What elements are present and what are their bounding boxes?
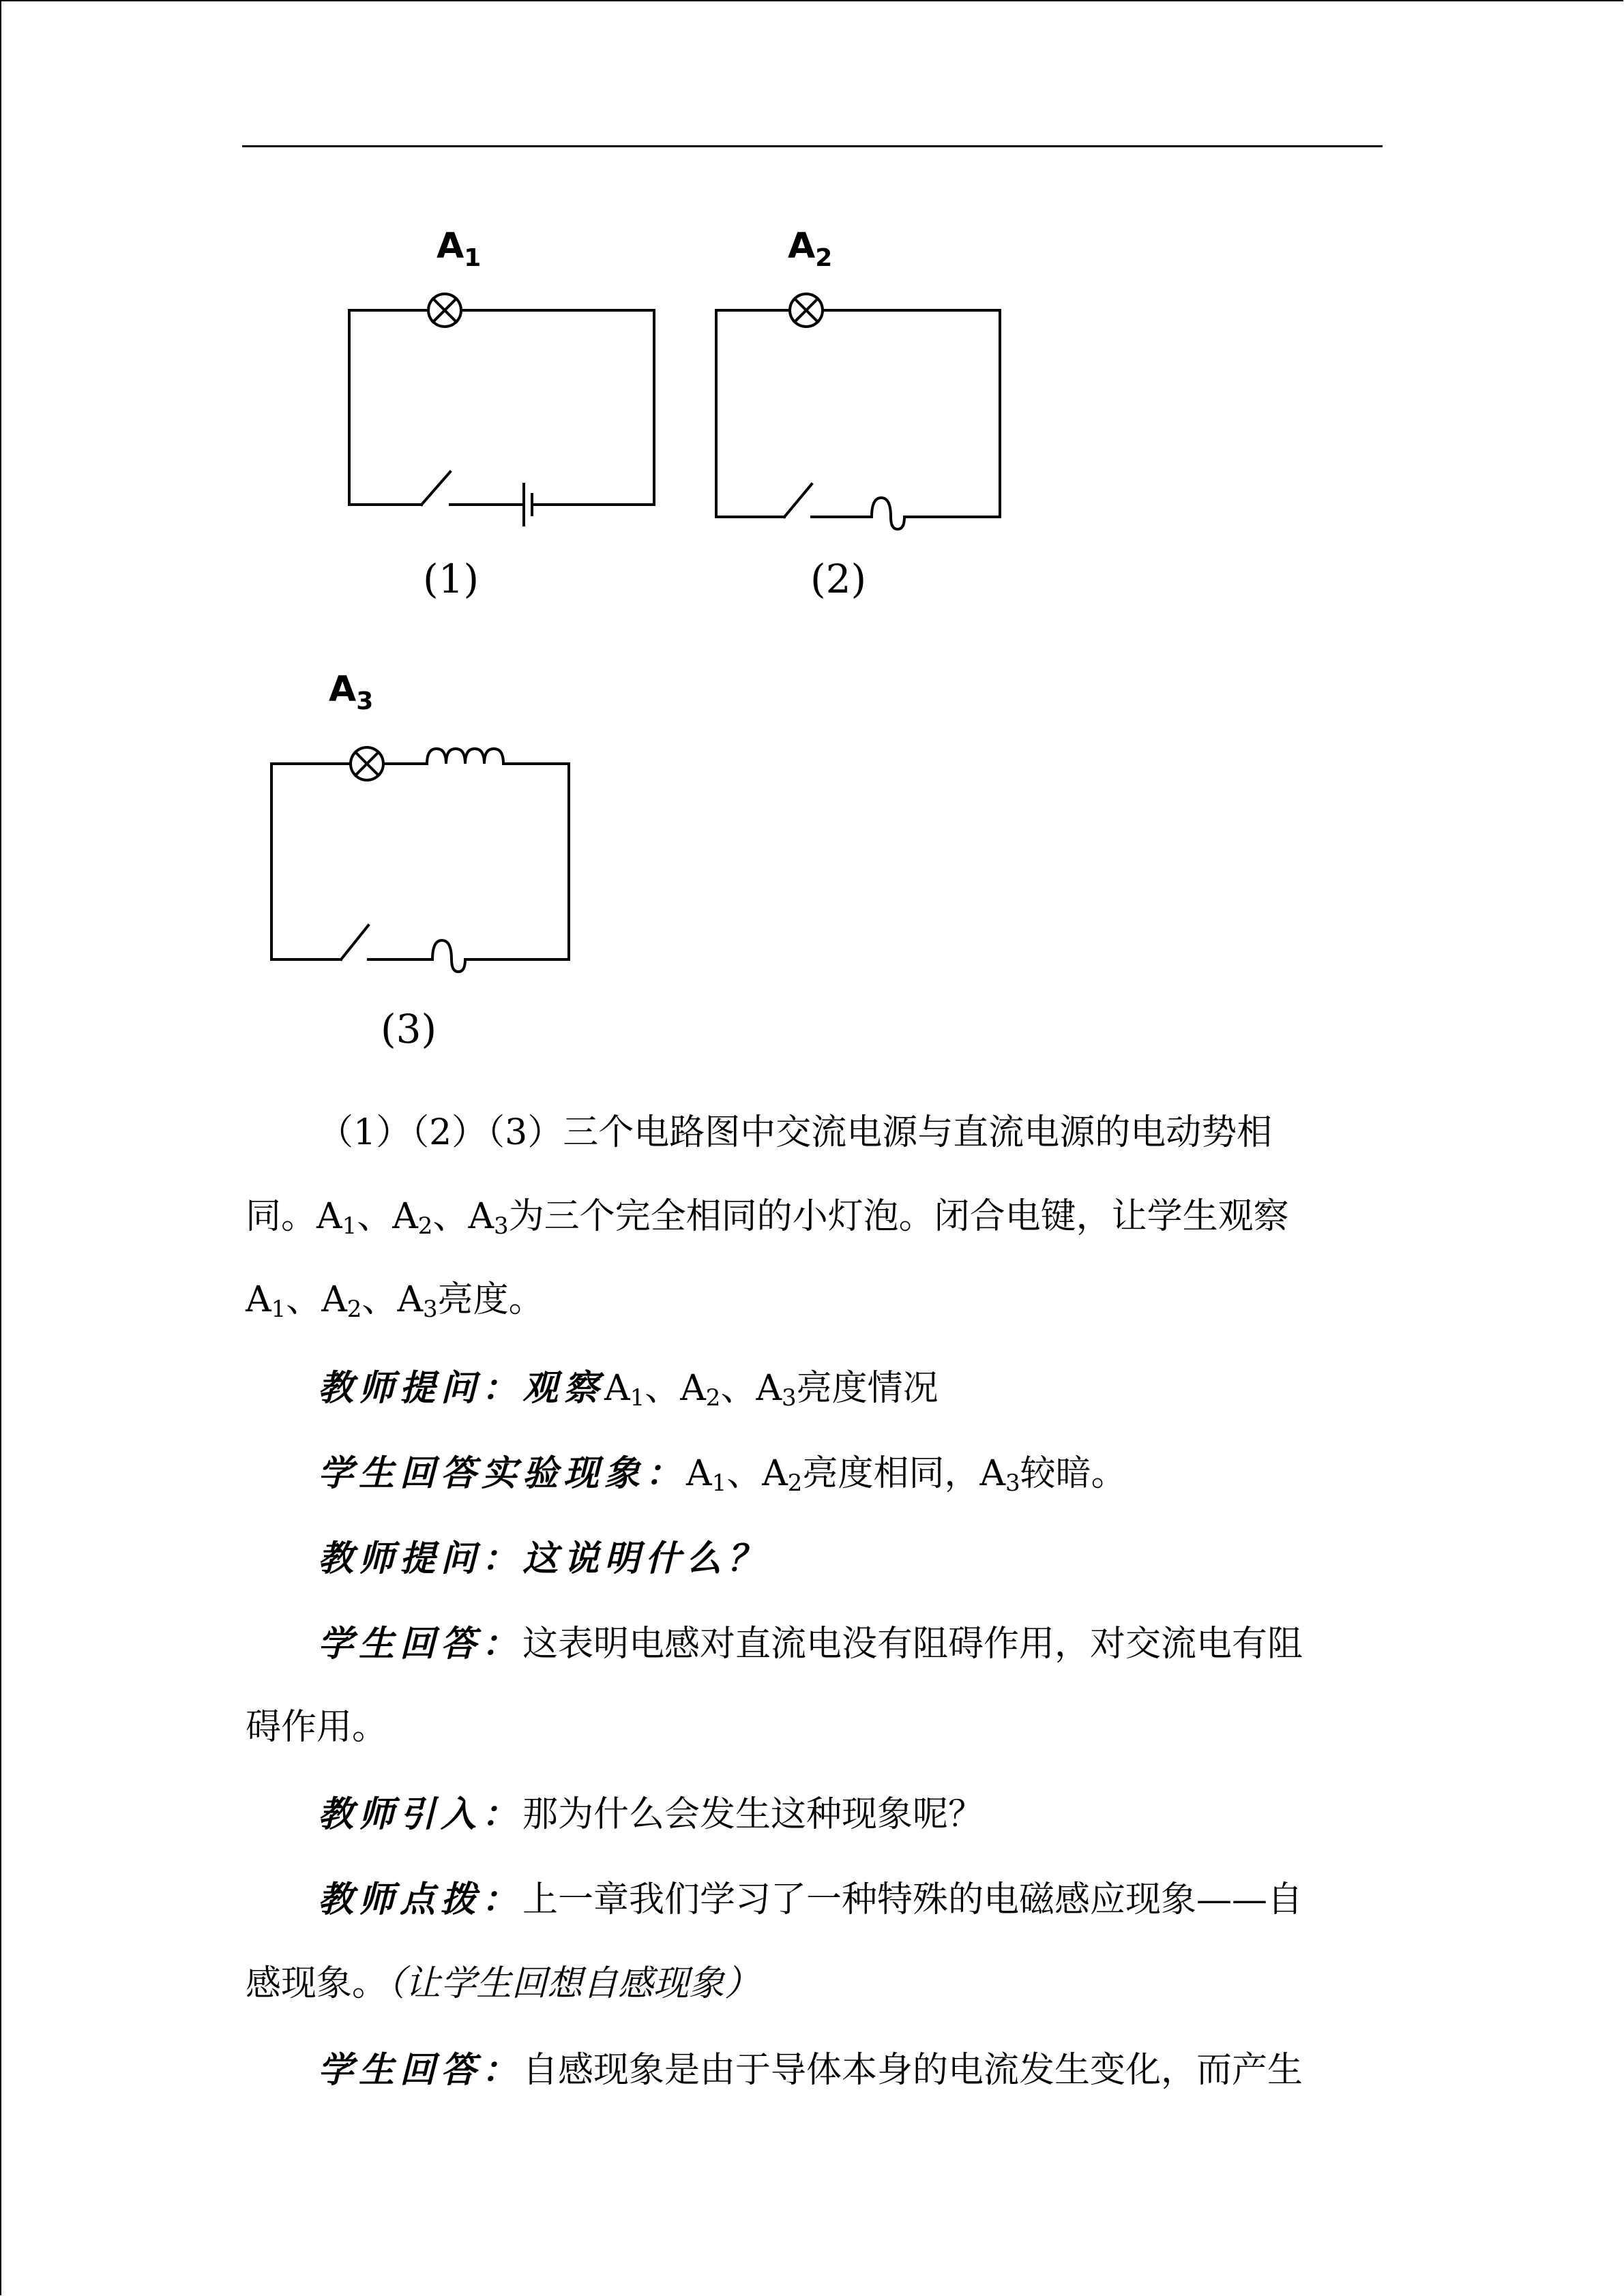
teacher-lead-in: 教师引入：那为什么会发生这种现象呢？ bbox=[318, 1793, 984, 1835]
teacher-aside: （让学生回想自感现象） bbox=[387, 1963, 761, 2004]
speaker-teacher: 教师引入： bbox=[318, 1793, 523, 1835]
paragraph-intro-line-2: 同。$A_1$、$A_2$、$A_3$为三个完全相同的小灯泡。闭合电键，让学生观察 bbox=[246, 1196, 1289, 1240]
figure-2-lamp-label: $A_2$ bbox=[788, 226, 833, 272]
circuit-diagram-3 bbox=[265, 740, 578, 972]
teacher-hint-line-2: 感现象。（让学生回想自感现象） bbox=[246, 1963, 761, 2004]
speaker-student: 学生回答： bbox=[318, 1623, 523, 1665]
switch-3-icon bbox=[341, 925, 368, 959]
student-answer-2-line-2: 碍作用。 bbox=[246, 1707, 388, 1748]
figure-3-lamp-label: $A_3$ bbox=[329, 669, 374, 715]
speaker-student: 学生回答实验现象： bbox=[318, 1452, 687, 1494]
circuit-diagram-1 bbox=[341, 286, 668, 518]
figure-1-caption: (1) bbox=[423, 556, 479, 602]
speaker-student: 学生回答： bbox=[318, 2049, 523, 2091]
figure-2-caption: (2) bbox=[810, 556, 867, 602]
circuit-diagram-2 bbox=[709, 286, 1009, 525]
figure-3-caption: (3) bbox=[381, 1006, 437, 1052]
speaker-teacher: 教师提问：这说明什么？ bbox=[318, 1538, 769, 1579]
switch-1-icon bbox=[422, 472, 450, 505]
paragraph-intro-line-3: $A_1$、$A_2$、$A_3$亮度。 bbox=[246, 1279, 544, 1323]
switch-2-icon bbox=[784, 484, 812, 517]
teacher-question-2 bbox=[318, 1538, 1464, 1579]
teacher-question-1: 教师提问：观察$A_1$、$A_2$、$A_3$亮度情况 bbox=[318, 1367, 939, 1412]
ac-source-2-icon bbox=[872, 498, 904, 529]
teacher-hint-line-1: 教师点拨：上一章我们学习了一种特殊的电磁感应现象——自 bbox=[318, 1879, 1303, 1920]
student-answer-3-line-1: 学生回答：自感现象是由于导体本身的电流发生变化，而产生 bbox=[318, 2049, 1303, 2091]
figure-1-lamp-label: $A_1$ bbox=[437, 226, 482, 272]
ac-source-3-icon bbox=[432, 940, 465, 972]
student-answer-2-line-1: 学生回答：这表明电感对直流电没有阻碍作用，对交流电有阻 bbox=[318, 1623, 1303, 1665]
inductor-coil-icon bbox=[427, 749, 503, 764]
student-answer-1: 学生回答实验现象：$A_1$、$A_2$亮度相同，$A_3$较暗。 bbox=[318, 1452, 1127, 1497]
header-rule bbox=[242, 145, 1383, 147]
speaker-teacher: 教师提问：观察 bbox=[318, 1367, 605, 1409]
paragraph-intro-line-1: （1）（2）（3）三个电路图中交流电源与直流电源的电动势相 bbox=[318, 1112, 1273, 1153]
speaker-teacher: 教师点拨： bbox=[318, 1879, 523, 1920]
